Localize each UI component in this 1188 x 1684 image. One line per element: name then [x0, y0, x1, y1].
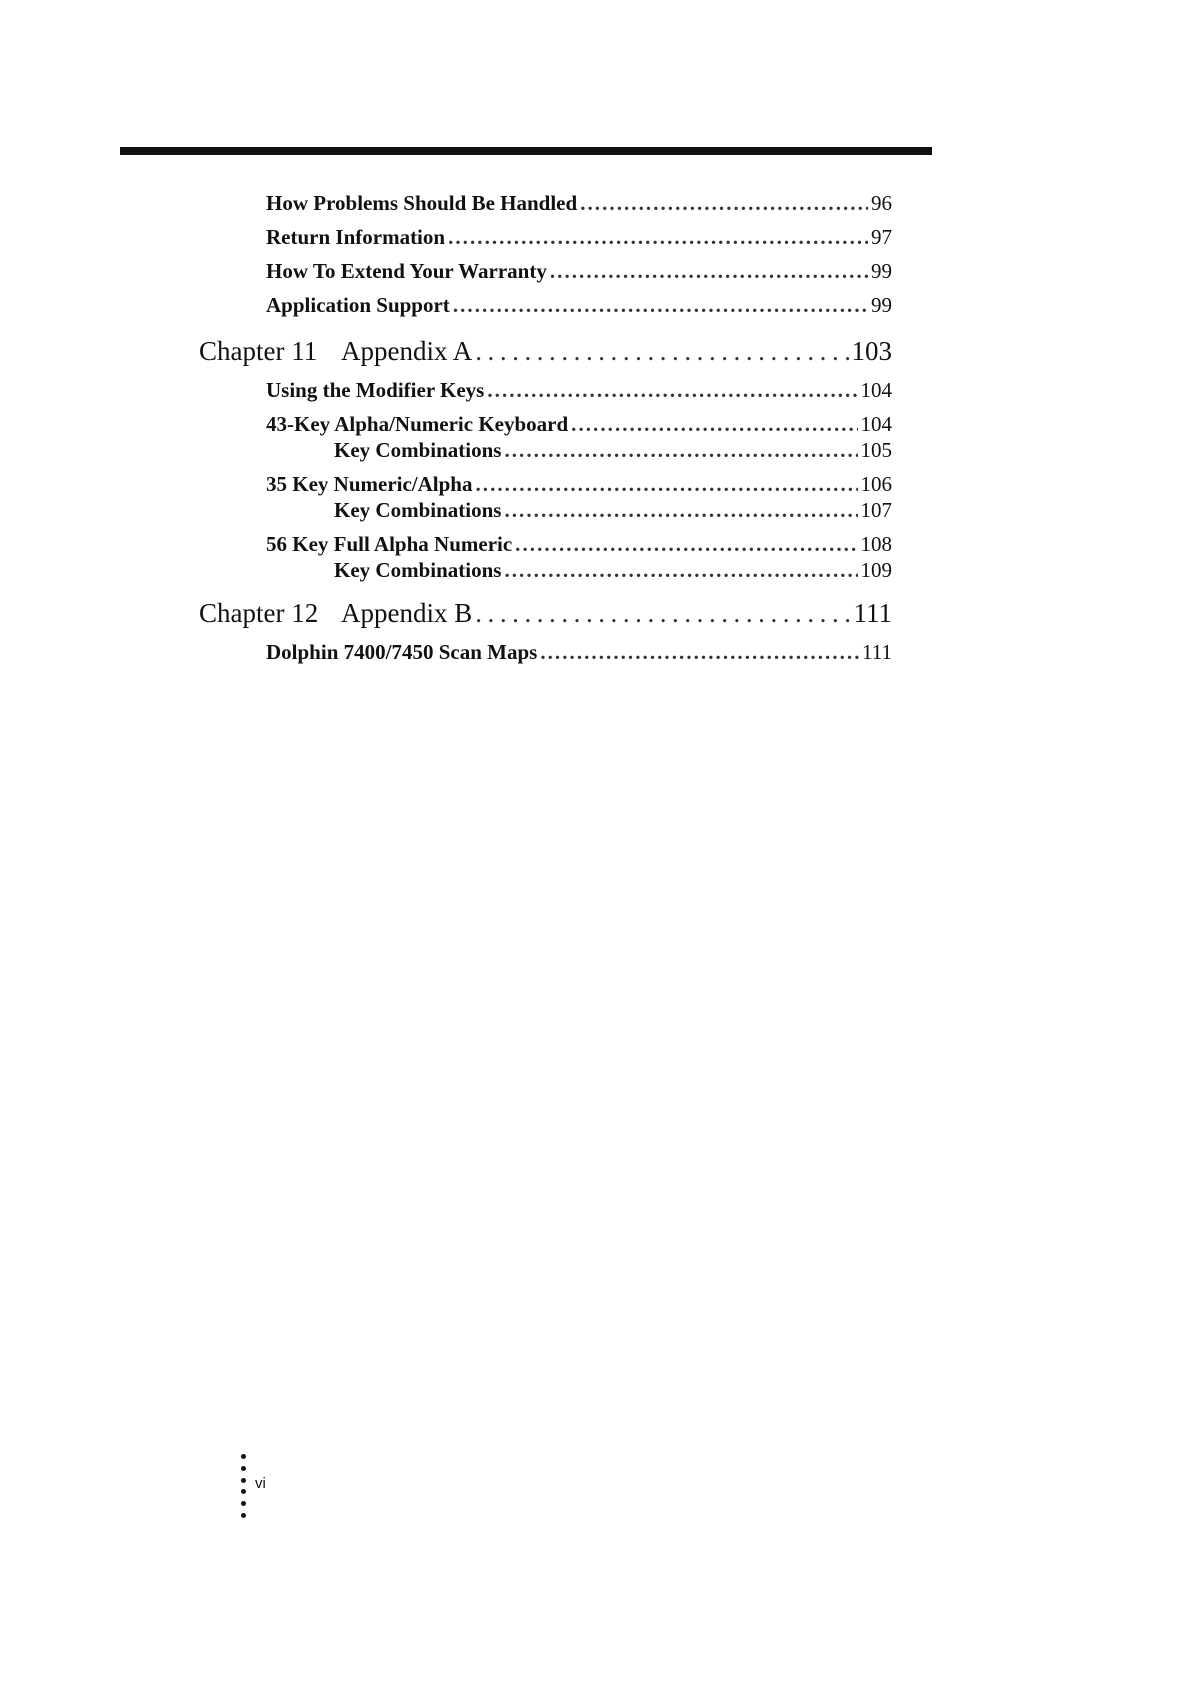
- toc-entry-scan-maps[interactable]: [266, 640, 892, 665]
- toc-entry-page: 109: [860, 558, 892, 582]
- toc-entry-page: 106: [860, 472, 892, 496]
- dot-leader: [504, 498, 857, 523]
- toc-entry-label: Application Support: [266, 293, 450, 317]
- footer-dot: [241, 1489, 246, 1494]
- toc-entry-page: 96: [871, 191, 892, 215]
- toc-subentry-key-combinations[interactable]: [334, 498, 892, 523]
- toc-entry-page: 99: [871, 259, 892, 283]
- toc-entry-application-support[interactable]: [266, 293, 892, 318]
- toc-entry-page: 107: [860, 498, 892, 522]
- toc-entry-page: 108: [860, 532, 892, 556]
- toc-subentry-key-combinations[interactable]: [334, 558, 892, 583]
- toc-entry-label: Key Combinations: [334, 438, 502, 462]
- dot-leader: [540, 640, 859, 665]
- toc-entry-label: Using the Modifier Keys: [266, 378, 485, 402]
- toc-entry-page: 104: [860, 412, 892, 436]
- toc-entry-page: 111: [862, 640, 892, 664]
- chapter-number: Chapter 11: [199, 336, 318, 366]
- footer-dot: [241, 1501, 246, 1506]
- dot-leader: [571, 412, 857, 437]
- footer-dot: [241, 1466, 246, 1471]
- dot-leader: [550, 259, 868, 284]
- toc-entry-label: 43-Key Alpha/Numeric Keyboard: [266, 412, 569, 436]
- dot-leader: [453, 293, 868, 318]
- dot-leader: [515, 532, 857, 557]
- toc-entry-how-problems[interactable]: [266, 191, 892, 216]
- chapter-title: Appendix A: [341, 336, 473, 366]
- toc-entry-label: How To Extend Your Warranty: [266, 259, 547, 283]
- chapter-title: Appendix B: [341, 598, 473, 628]
- toc-entry-label: How Problems Should Be Handled: [266, 191, 578, 215]
- toc-entry-page: 97: [871, 225, 892, 249]
- footer-dot: [241, 1478, 246, 1483]
- footer-dot: [241, 1513, 246, 1518]
- chapter-page: 111: [853, 598, 892, 628]
- toc-entry-modifier-keys[interactable]: [266, 378, 892, 403]
- toc-entry-label: Return Information: [266, 225, 446, 249]
- dot-leader: [475, 336, 848, 367]
- dot-leader: [487, 378, 857, 403]
- dot-leader: [475, 472, 857, 497]
- toc-entry-label: Key Combinations: [334, 498, 502, 522]
- dot-leader: [475, 598, 850, 629]
- page-footer: [241, 1454, 301, 1524]
- toc-entry-page: 105: [860, 438, 892, 462]
- dot-leader: [504, 438, 857, 463]
- toc-entry-56-key[interactable]: [266, 532, 892, 557]
- toc-entry-35-key[interactable]: [266, 472, 892, 497]
- toc-entry-43-key-keyboard[interactable]: [266, 412, 892, 437]
- toc-entry-label: Dolphin 7400/7450 Scan Maps: [266, 640, 538, 664]
- footer-dot-column: [241, 1454, 247, 1518]
- dot-leader: [504, 558, 857, 583]
- toc-entry-label: 35 Key Numeric/Alpha: [266, 472, 473, 496]
- toc-chapter-11[interactable]: [199, 336, 892, 367]
- toc-entry-extend-warranty[interactable]: [266, 259, 892, 284]
- page-number: vi: [255, 1475, 266, 1492]
- footer-dot: [241, 1454, 246, 1459]
- dot-leader: [448, 225, 868, 250]
- chapter-heading: [199, 598, 472, 629]
- chapter-number: Chapter 12: [199, 598, 319, 628]
- chapter-heading: [199, 336, 472, 367]
- toc-entry-page: 99: [871, 293, 892, 317]
- toc-entry-page: 104: [860, 378, 892, 402]
- dot-leader: [580, 191, 868, 216]
- toc-entry-label: Key Combinations: [334, 558, 502, 582]
- toc-chapter-12[interactable]: [199, 598, 892, 629]
- toc-entry-return-information[interactable]: [266, 225, 892, 250]
- toc-subentry-key-combinations[interactable]: [334, 438, 892, 463]
- toc-entry-label: 56 Key Full Alpha Numeric: [266, 532, 513, 556]
- chapter-page: 103: [851, 336, 892, 366]
